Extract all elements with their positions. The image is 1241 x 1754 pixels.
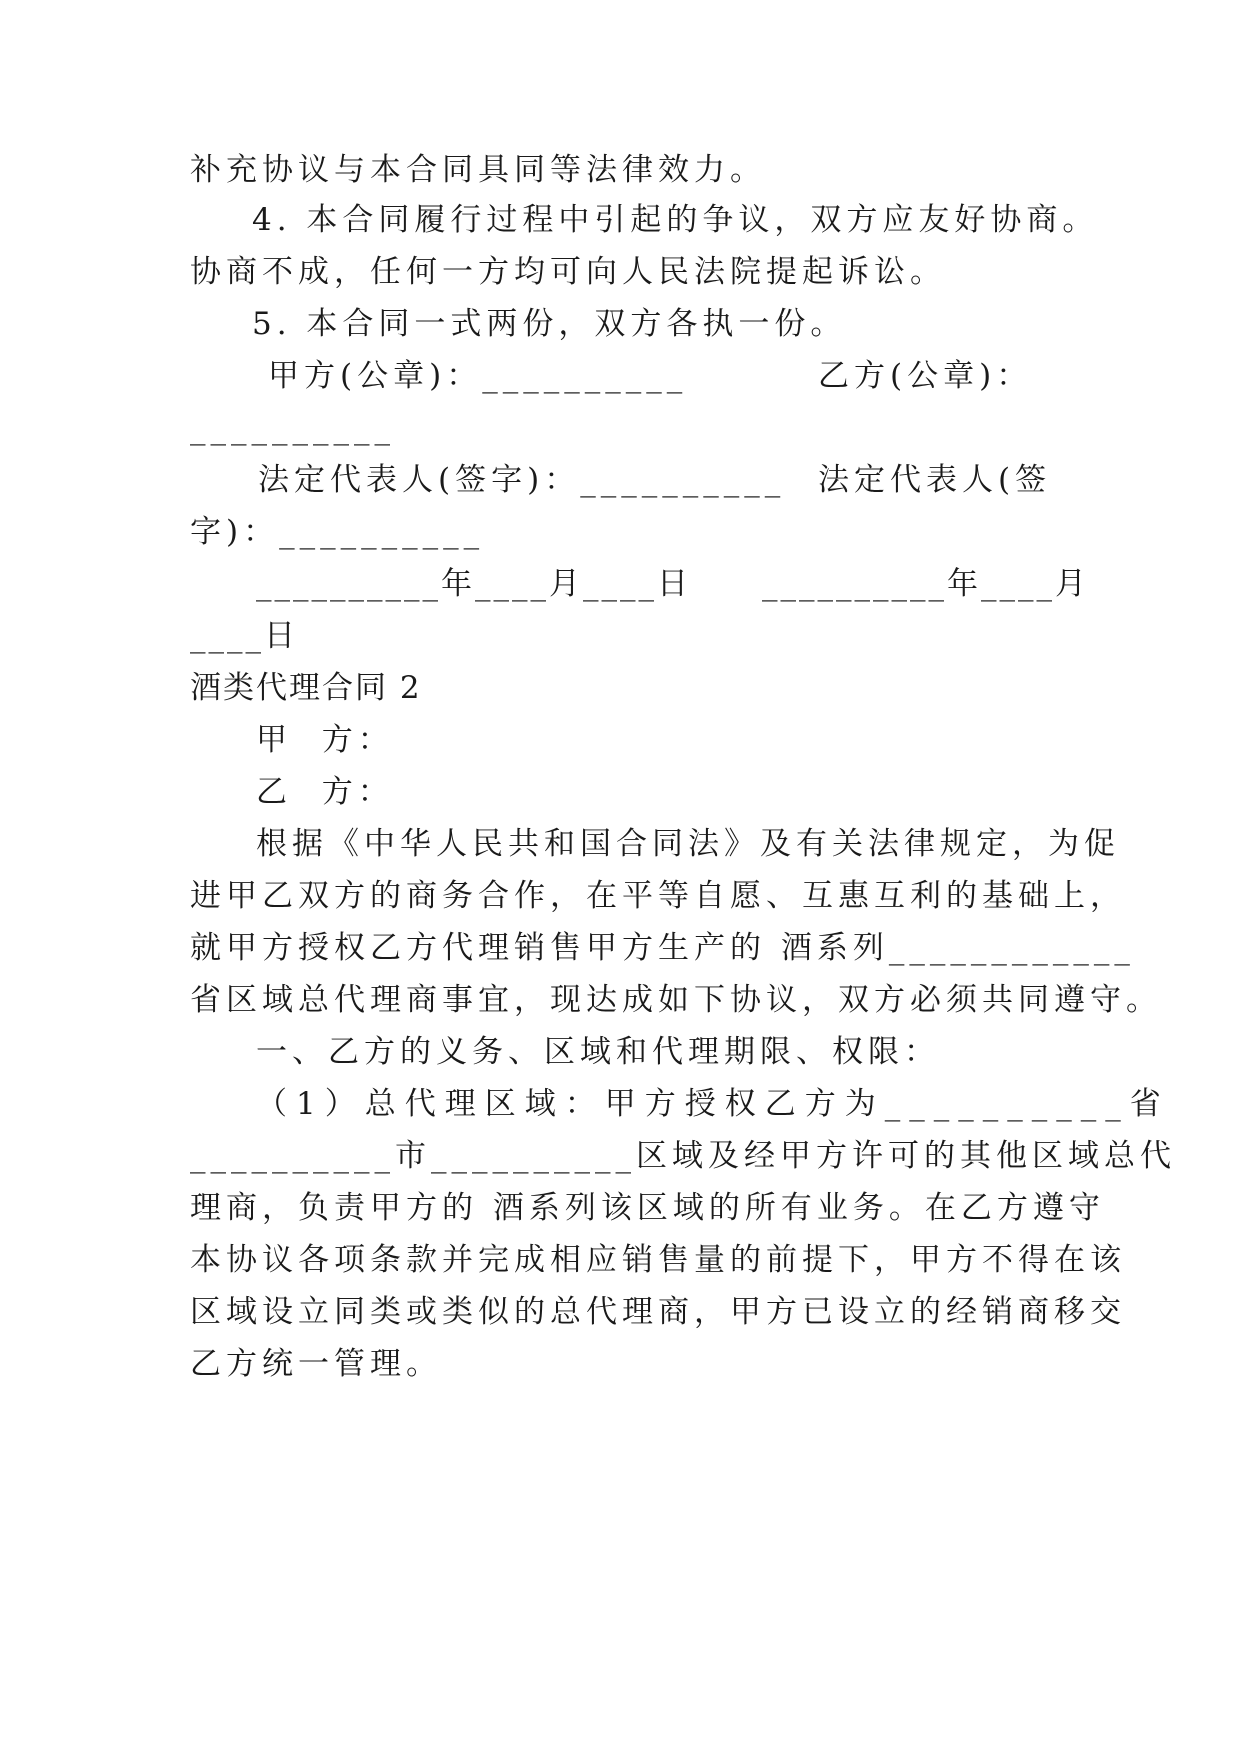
party-a-seal: 甲方(公章)：__________ xyxy=(268,358,688,394)
party-b-label: 乙 方： xyxy=(256,774,394,810)
text-line: 协商不成，任何一方均可向人民法院提起诉讼。 xyxy=(190,254,946,290)
party-b-date-cont: ____日 xyxy=(190,618,298,654)
party-a-label: 甲 方： xyxy=(256,722,394,758)
paragraph-line: 进甲乙双方的商务合作，在平等自愿、互惠互利的基础上， xyxy=(190,878,1126,914)
party-b-date: __________年____月 xyxy=(762,566,1089,602)
text-line: 补充协议与本合同具同等法律效力。 xyxy=(190,152,766,188)
clause-line: 乙方统一管理。 xyxy=(190,1346,442,1382)
paragraph-line: 省区域总代理商事宜，现达成如下协议，双方必须共同遵守。 xyxy=(190,982,1162,1018)
party-a-date: __________年____月____日 xyxy=(256,566,691,602)
clause-line: （1）总代理区域：甲方授权乙方为__________省 xyxy=(256,1086,1170,1122)
paragraph-line: 根据《中华人民共和国合同法》及有关法律规定，为促 xyxy=(256,826,1120,862)
paragraph-line: 就甲方授权乙方代理销售甲方生产的 酒系列____________ xyxy=(190,930,1135,966)
party-a-rep: 法定代表人(签字)：__________ xyxy=(258,462,786,498)
party-b-rep-cont: 字)：__________ xyxy=(190,514,485,550)
contract-title: 酒类代理合同 2 xyxy=(190,670,422,706)
clause-line: 区域设立同类或类似的总代理商，甲方已设立的经销商移交 xyxy=(190,1294,1126,1330)
party-b-rep: 法定代表人(签 xyxy=(818,462,1052,498)
clause-line: 本协议各项条款并完成相应销售量的前提下，甲方不得在该 xyxy=(190,1242,1126,1278)
text-line: 5. 本合同一式两份，双方各执一份。 xyxy=(252,306,847,342)
party-b-seal-blank: __________ xyxy=(190,410,395,446)
clause-line: 理商，负责甲方的 酒系列该区域的所有业务。在乙方遵守 xyxy=(190,1190,1105,1226)
section-heading: 一、乙方的义务、区域和代理期限、权限： xyxy=(256,1034,940,1070)
text-line: 4. 本合同履行过程中引起的争议，双方应友好协商。 xyxy=(252,202,1099,238)
clause-line: __________市__________区域及经甲方许可的其他区域总代 xyxy=(190,1138,1176,1174)
party-b-seal: 乙方(公章)： xyxy=(818,358,1033,394)
